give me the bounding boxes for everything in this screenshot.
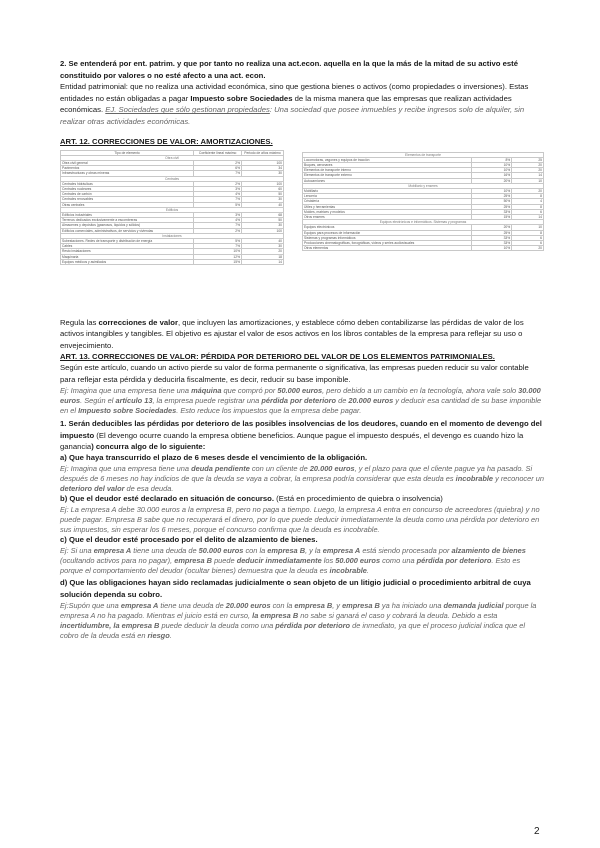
point-a-title: a) Que haya transcurrido el plazo de 6 meses desde el vencimiento de la obligación. [60, 452, 368, 462]
table-cell: 4 [512, 199, 544, 204]
table-cell: Elementos de transporte externo [303, 173, 472, 178]
amortization-table-right [302, 152, 544, 252]
table-cell: Terrenos dedicados exclusivamente a escombreras [61, 218, 194, 223]
table-cell: 100 [242, 160, 284, 165]
table-cell: Locomotoras, vagones y equipos de tracción [303, 157, 472, 162]
table-header-cell: Tipo de elemento [61, 150, 194, 155]
table-cell: 10% [472, 246, 512, 251]
art13-example: Ej: Imagina que una empresa tiene una máquina que compró por 50.000 euros, pero debido a un cambio en la tecnología, ahora vale solo 30.000 euros. Según el artículo 13, la empresa puede registrar una pérdida por deterioro de 20.000 euros y deducir esa cantidad de su base imponible en el Impuesto sobre Sociedades. Esto reduce los impuestos que la empresa debe pagar. [60, 385, 542, 415]
art12-title: ART. 12. CORRECCIONES DE VALOR: AMORTIZACIONES. [60, 136, 273, 146]
table-cell: 5% [194, 202, 242, 207]
table-cell: Autocamiones [303, 178, 472, 183]
table-cell: 100 [242, 228, 284, 233]
table-cell: 3% [194, 213, 242, 218]
table-cell: Infraestructuras y obras mineras [61, 171, 194, 176]
table-cell: Otros elementos [303, 246, 472, 251]
table-cell: 10 [512, 178, 544, 183]
document-page [60, 58, 544, 641]
table-cell: 30 [242, 223, 284, 228]
table-category-cell: Obra civil [61, 155, 284, 160]
table-cell: 7% [194, 197, 242, 202]
art12-paragraph: Regula las correcciones de valor, que incluyen las amortizaciones, y establece cómo deben contabilizarse las pérdidas de valor de los activos intangibles y tangibles. El objetivo es ajustar el valor de esos activos en los libros contables de la empresa para reflejar su uso o envejecimiento. [60, 317, 524, 350]
table-cell: 33% [472, 235, 512, 240]
table-cell: 50% [472, 199, 512, 204]
table-cell: Pavimentos [61, 166, 194, 171]
table-cell: 15% [194, 259, 242, 264]
table-category-cell: Elementos de transporte [303, 152, 544, 157]
table-cell: Mobiliario [303, 188, 472, 193]
table-cell: 14 [512, 173, 544, 178]
table-cell: 5% [194, 239, 242, 244]
table-category-cell: Centrales [61, 176, 284, 181]
table-cell: 33% [472, 241, 512, 246]
table-cell: 50 [242, 218, 284, 223]
table-cell: 12% [194, 254, 242, 259]
table-cell: 6 [512, 235, 544, 240]
point-c-example: Ej: Si una empresa A tiene una deuda de 50.000 euros con la empresa B, y la empresa A está siendo procesada por alzamiento de bienes (ocultando activos para no pagar), empresa B puede deducir inmediatamente los 50.000 euros como una pérdida por deterioro. Esto es porque el comportamiento del deudor (ocultar bienes) demuestra que la deuda es incobrable. [60, 545, 526, 576]
table-cell: Buques, aeronaves [303, 162, 472, 167]
table-cell: Otros enseres [303, 215, 472, 220]
table-cell: 2% [194, 228, 242, 233]
table-cell: 50 [242, 192, 284, 197]
table-cell: 14 [512, 215, 544, 220]
table-cell: 10 [512, 225, 544, 230]
table-cell: 6 [512, 209, 544, 214]
table-cell: 15% [472, 215, 512, 220]
table-cell: 34 [242, 166, 284, 171]
table-cell: 7% [194, 171, 242, 176]
table-cell: Sistemas y programas informáticos [303, 235, 472, 240]
art13-title: ART. 13. CORRECCIONES DE VALOR: PÉRDIDA POR DETERIORO DEL VALOR DE LOS ELEMENTOS PATRIMONIALES. [60, 352, 495, 362]
table-row [303, 246, 544, 251]
table-cell: 14 [242, 259, 284, 264]
table-cell: 20 [512, 168, 544, 173]
table-cell: 30 [242, 197, 284, 202]
point-b-title: b) Que el deudor esté declarado en situación de concurso. (Está en procedimiento de quiebra o insolvencia) [60, 494, 443, 504]
table-cell: Útiles y herramientas [303, 204, 472, 209]
page-number: 2 [534, 826, 540, 837]
table-category-cell: Instalaciones [61, 233, 284, 238]
table-cell: 10% [472, 168, 512, 173]
table-cell: Centrales hidráulicas [61, 181, 194, 186]
table-cell: 2% [194, 160, 242, 165]
table-cell: 68 [242, 213, 284, 218]
table-cell: 8 [512, 204, 544, 209]
table-row [61, 259, 284, 264]
table-cell: 20 [512, 188, 544, 193]
table-cell: Edificios comerciales, administrativos, de servicios y viviendas [61, 228, 194, 233]
table-cell: 30 [242, 171, 284, 176]
point-a-example: Ej: Imagina que una empresa tiene una deuda pendiente con un cliente de 20.000 euros, y el plazo para que el cliente pague ya ha pasado. Si después de 6 meses no hay indicios de que la deuda se vaya a cobrar, la empresa podría considerar que esta deuda es incobrable y reconocer un deterioro del valor de esa deuda. [60, 463, 544, 493]
table-cell: 3% [194, 186, 242, 191]
table-cell: 20 [512, 162, 544, 167]
table-cell: 40 [242, 202, 284, 207]
table-cell: Elementos de transporte interno [303, 168, 472, 173]
table-cell: Edificios industriales [61, 213, 194, 218]
table-cell: 7% [194, 223, 242, 228]
table-cell: 4% [194, 218, 242, 223]
table-cell: 7% [194, 244, 242, 249]
table-cell: 16% [472, 173, 512, 178]
table-cell: Centrales renovables [61, 197, 194, 202]
table-cell: 60 [242, 186, 284, 191]
example-link-label: EJ. Sociedades que sólo gestionan propiedades [105, 105, 270, 115]
table-cell: 25% [472, 204, 512, 209]
table-cell: Resto instalaciones [61, 249, 194, 254]
table-header-cell: Periodo de años máximo [242, 150, 284, 155]
table-category-cell: Edificios [61, 207, 284, 212]
table-cell: 25 [512, 157, 544, 162]
art13-paragraph: Según este artículo, cuando un activo pierde su valor de forma permanente o significativa, las empresas pueden reducir su valor contable para reflejar esta pérdida y deducirla fiscalmente, es decir, reducir su base imponible. [60, 363, 529, 384]
table-cell: 33% [472, 209, 512, 214]
table-cell: Subestaciones. Redes de transporte y distribución de energía [61, 239, 194, 244]
table-cell: Moldes, matrices y modelos [303, 209, 472, 214]
entity-definition-heading: 2. Se entenderá por ent. patrim. y que por tanto no realiza una act.econ. aquella en la que la más de la mitad de su activo esté constituido por valores o no esté afecto a una act. econ. [60, 59, 518, 80]
table-cell: 2% [194, 181, 242, 186]
table-cell: 6 [512, 241, 544, 246]
table-cell: 20% [472, 178, 512, 183]
table-category-cell: Mobiliario y enseres [303, 183, 544, 188]
table-cell: Lencería [303, 194, 472, 199]
point-b-example: Ej: La empresa A debe 30.000 euros a la empresa B, pero no paga a tiempo. Luego, la empresa A entra en concurso de acreedores (quiebra) y no puede pagar. Empresa B sabe que no recuperará el dinero, por lo que puede deducir inmediatamente la deuda como una pérdida por deterioro en sus impuestos, sin esperar los 6 meses, porque el concurso confirma que la deuda es incobrable. [60, 504, 540, 535]
table-cell: Centrales nucleares [61, 186, 194, 191]
table-cell: 20 [512, 246, 544, 251]
table-cell: 6% [194, 166, 242, 171]
table-cell: 10% [472, 188, 512, 193]
point1-paragraph: 1. Serán deducibles las pérdidas por deterioro de las posibles insolvencias de los deudores, cuando en el momento de devengo del impuesto (El devengo ocurre cuando la empresa obtiene beneficios. Aunque pague el impuesto después, el devengo es cuando hizo la ganancia) concurra algo de lo siguiente: [60, 419, 542, 452]
table-cell: 40 [242, 239, 284, 244]
amortization-tables [60, 150, 544, 315]
table-cell: Producciones cinematográficas, fonográficas, vídeos y series audiovisuales [303, 241, 472, 246]
table-cell: Equipos médicos y asimilados [61, 259, 194, 264]
table-cell: Cristalería [303, 199, 472, 204]
point-d-title: d) Que las obligaciones hayan sido reclamadas judicialmente o sean objeto de un litigio judicial o procedimiento arbitral de cuya solución dependa su cobro. [60, 577, 531, 599]
table-cell: 20% [472, 225, 512, 230]
table-category-cell: Equipos electrónicos e informáticos. Sistemas y programas [303, 220, 544, 225]
table-cell: Equipos para procesos de información [303, 230, 472, 235]
table-cell: 20 [242, 249, 284, 254]
table-cell: Maquinaria [61, 254, 194, 259]
table-cell: 100 [242, 181, 284, 186]
table-cell: 25% [472, 230, 512, 235]
table-cell: 25% [472, 194, 512, 199]
amortization-table-left [60, 150, 284, 265]
table-cell: Almacenes y depósitos (gaseosos, líquidos y sólidos) [61, 223, 194, 228]
point-d-example: Ej:Supón que una empresa A tiene una deuda de 20.000 euros con la empresa B, y empresa B ya ha iniciado una demanda judicial porque la empresa A no ha pagado. Mientras el juicio está en curso, la empresa B no sabe si ganará el caso y cobrará la deuda. Debido a esta incertidumbre, la empresa B puede deducir la deuda como una pérdida por deterioro de inmediato, ya que el proceso judicial indica que el cobro de la deuda está en riesgo. [60, 600, 537, 641]
table-cell: Otras centrales [61, 202, 194, 207]
table-cell: Centrales de carbón [61, 192, 194, 197]
table-cell: 8 [512, 194, 544, 199]
table-cell: 10% [194, 249, 242, 254]
table-cell: Obra civil general [61, 160, 194, 165]
table-cell: 30 [242, 244, 284, 249]
table-cell: 10% [472, 162, 512, 167]
table-cell: 8 [512, 230, 544, 235]
point-c-title: c) Que el deudor esté procesado por el delito de alzamiento de bienes. [60, 535, 318, 545]
entity-definition-paragraph: Entidad patrimonial: que no realiza una actividad económica, sino que gestiona bienes o activos (como propiedades o inversiones). Estas entidades no están obligadas a pagar Impuesto sobre Sociedades de la misma manera que las empresas que realizan actividades económicas. EJ. Sociedades que sólo gestionan propiedades: Una sociedad que posee inmuebles y recibe ingresos solo de alquiler, sin realizar otras actividades económicas. [60, 82, 529, 126]
table-cell: Cables [61, 244, 194, 249]
table-cell: 4% [194, 192, 242, 197]
table-cell: 18 [242, 254, 284, 259]
table-cell: Equipos electrónicos [303, 225, 472, 230]
table-header-cell: Coeficiente lineal máximo [194, 150, 242, 155]
table-cell: 8% [472, 157, 512, 162]
